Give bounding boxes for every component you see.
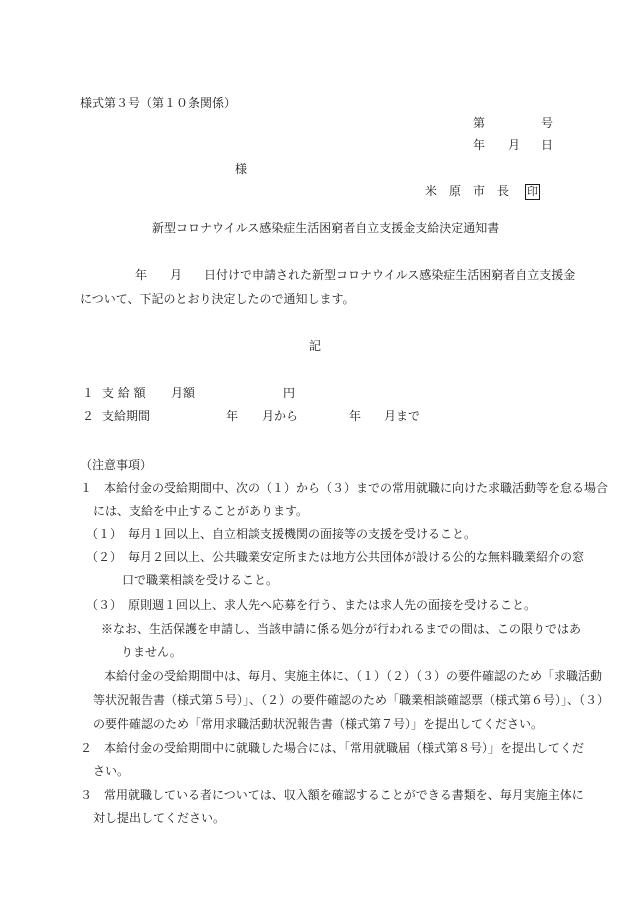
- notes-heading: （注意事項）: [80, 458, 153, 472]
- note3-line1: ３ 常用就職している者については、収入額を確認することができる書類を、毎月実施主体に: [80, 788, 584, 802]
- seal-stamp: 印: [527, 184, 539, 198]
- note2-line1: ２ 本給付金の受給期間中に就職した場合には、「常用就職届（様式第８号）」を提出してくだ: [80, 741, 585, 755]
- paragraph-line2: 等状況報告書（様式第５号）」、（２）の要件確認のため「職業相談確認票（様式第６号）」、（３）: [93, 693, 610, 707]
- note1-line1: １ 本給付金の受給期間中、次の（１）から（３）までの常用就職に向けた求職活動等を怠る場合: [80, 481, 609, 495]
- note1-line2: には、支給を中止することがあります。: [93, 504, 309, 518]
- note1-sub3: （３） 原則週１回以上、求人先へ応募を行う、または求人先の面接を受けること。: [86, 598, 537, 612]
- note1-sub2-line2: 口で職業相談を受けること。: [122, 573, 279, 587]
- date-day: 日: [541, 138, 554, 152]
- date-month: 月: [508, 138, 521, 152]
- item1-yen: 円: [283, 386, 296, 400]
- item2-year-from: 年: [226, 409, 239, 423]
- issuer-name: 米 原 市 長: [425, 184, 510, 198]
- item2-label: 支給期間: [102, 409, 151, 423]
- doc-number-prefix: 第: [473, 116, 486, 130]
- paragraph-line3: の要件確認のため「常用求職活動状況報告書（様式第７号）」を提出してください。: [93, 717, 544, 731]
- item2-from: 月から: [262, 409, 299, 423]
- note3-line2: 対し提出してください。: [93, 811, 226, 825]
- issuer-line: [425, 182, 540, 200]
- item2-number: ２: [82, 409, 95, 423]
- note1-sub2-line1: （２） 毎月２回以上、公共職業安定所または地方公共団体が設ける公的な無料職業紹介の窓: [86, 550, 585, 564]
- item1-monthly: 月額: [171, 386, 196, 400]
- document-title: 新型コロナウイルス感染症生活困窮者自立支援金支給決定通知書: [152, 221, 500, 235]
- note2-line2: さい。: [93, 764, 130, 778]
- addressee-suffix: 様: [235, 162, 248, 176]
- item1-number: １: [82, 386, 95, 400]
- item2-to: 月まで: [384, 409, 421, 423]
- note1-sub1: （１） 毎月１回以上、自立相談支援機関の面接等の支援を受けること。: [86, 527, 477, 541]
- ki-heading: 記: [309, 339, 322, 353]
- paragraph-line1: 本給付金の受給期間中は、毎月、実施主体に、（１）（２）（３）の要件確認のため「求職活動: [104, 669, 603, 683]
- item1-label: 支 給 額: [102, 386, 146, 400]
- item2-year-to: 年: [349, 409, 362, 423]
- intro-line1: 日付けで申請された新型コロナウイルス感染症生活困窮者自立支援金: [204, 268, 576, 282]
- asterisk-line1: ※なお、生活保護を申請し、当該申請に係る処分が行われるまでの間は、この限りではあ: [101, 622, 582, 636]
- intro-month: 月: [170, 268, 183, 282]
- intro-line2: について、下記のとおり決定したので通知します。: [80, 292, 355, 306]
- asterisk-line2: りません。: [121, 645, 182, 659]
- form-number: 様式第３号（第１０条関係）: [80, 96, 237, 110]
- doc-number-suffix: 号: [541, 116, 554, 130]
- date-year: 年: [473, 138, 486, 152]
- intro-year: 年: [135, 268, 148, 282]
